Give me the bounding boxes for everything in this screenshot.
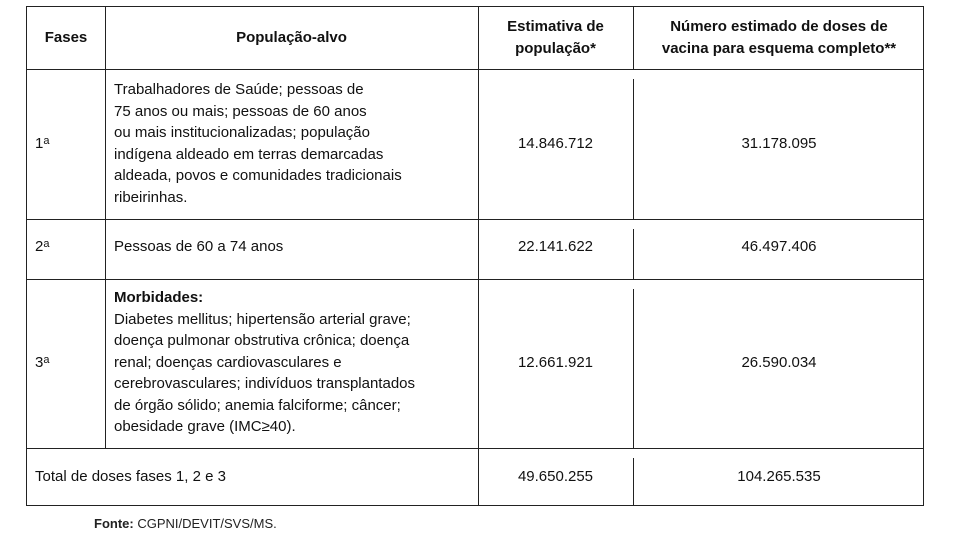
col-divider-fases <box>105 7 106 448</box>
total-doses: 104.265.535 <box>737 468 821 485</box>
row1-doses: 31.178.095 <box>741 135 817 152</box>
row2-populacao: Pessoas de 60 a 74 anos <box>114 238 284 255</box>
row1-estimativa: 14.846.712 <box>517 135 594 152</box>
row3-populacao-heading: Morbidades: <box>114 289 204 306</box>
source-note: Fonte: CGPNI/DEVIT/SVS/MS. <box>94 516 277 531</box>
header-doses: Número estimado de doses de vacina para esquema completo** <box>661 18 897 57</box>
row3-estimativa: 12.661.921 <box>517 354 594 371</box>
row3-fase: 3$^a$ <box>35 354 50 371</box>
header-populacao-alvo: População-alvo <box>236 29 347 46</box>
row-divider-1 <box>27 219 923 220</box>
total-label: Total de doses fases 1, 2 e 3 <box>35 468 226 485</box>
row-divider-2 <box>27 279 923 280</box>
total-estimativa: 49.650.255 <box>517 468 594 485</box>
row1-fase: 1$^a$ <box>35 135 50 152</box>
row3-doses: 26.590.034 <box>741 354 817 371</box>
row3-populacao: Morbidades: Diabetes mellitus; hipertensão arterial grave; doença pulmonar obstrutiva crônica; doença renal; doenças cardiovasculares e cerebrovasculares; indivíduos transplantados de órgão sólido; anemia falciforme; câncer; obesidade grave (IMC≥40). <box>114 287 474 438</box>
row2-estimativa: 22.141.622 <box>517 238 594 255</box>
row-divider-3 <box>27 448 923 449</box>
header-fases: Fases <box>44 29 88 46</box>
row1-populacao: Trabalhadores de Saúde; pessoas de 75 anos ou mais; pessoas de 60 anos ou mais institucionalizadas; população indígena aldeado em terras demarcadas aldeada, povos e comunidades tradicionais ribeirinhas. <box>114 81 402 206</box>
header-divider <box>27 69 923 70</box>
vaccination-phases-table <box>26 6 924 506</box>
header-estimativa: Estimativa de população* <box>507 18 604 57</box>
row2-doses: 46.497.406 <box>741 238 817 255</box>
row2-fase: 2$^a$ <box>35 238 50 255</box>
